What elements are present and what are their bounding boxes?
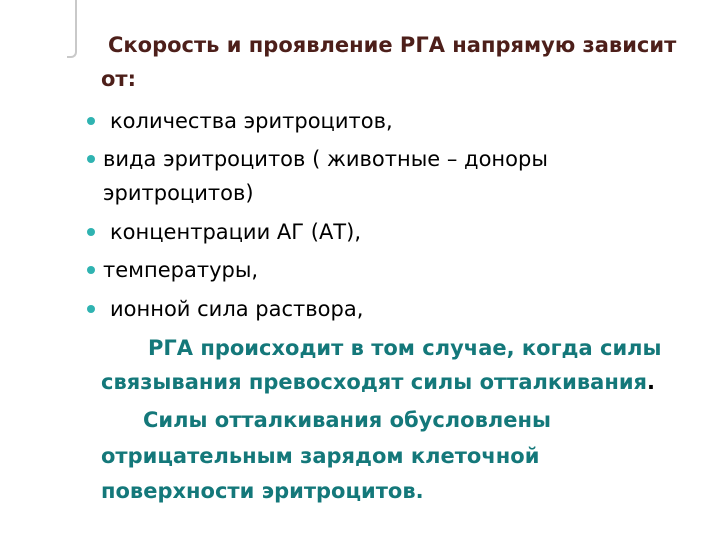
bullet-dot-icon xyxy=(87,266,95,274)
paragraph-1-period: . xyxy=(647,370,656,394)
bullet-item-3: концентрации АГ (АТ), xyxy=(110,220,362,244)
paragraph-1-line-2 xyxy=(101,370,655,394)
bullet-item-1: количества эритроцитов, xyxy=(110,109,393,133)
heading-line-1: Скорость и проявление РГА напрямую зависит xyxy=(108,33,677,57)
paragraph-1-line-1: РГА происходит в том случае, когда силы xyxy=(148,336,662,360)
bullet-dot-icon xyxy=(87,117,95,125)
bullet-item-2-line-1: вида эритроцитов ( животные – доноры xyxy=(103,147,548,171)
bullet-item-5: ионной сила раствора, xyxy=(110,297,364,321)
bullet-dot-icon xyxy=(87,155,95,163)
bullet-dot-icon xyxy=(87,305,95,313)
paragraph-2-line-3: поверхности эритроцитов. xyxy=(101,479,424,503)
paragraph-2-line-1: Силы отталкивания обусловлены xyxy=(143,408,552,432)
paragraph-1-line-2-text: связывания превосходят силы отталкивания xyxy=(101,370,648,394)
bullet-item-2-line-2: эритроцитов) xyxy=(103,181,254,205)
bullet-item-4: температуры, xyxy=(103,258,259,282)
bullet-dot-icon xyxy=(87,228,95,236)
heading-line-2: от: xyxy=(101,67,136,91)
paragraph-2-line-2: отрицательным зарядом клеточной xyxy=(101,444,540,468)
